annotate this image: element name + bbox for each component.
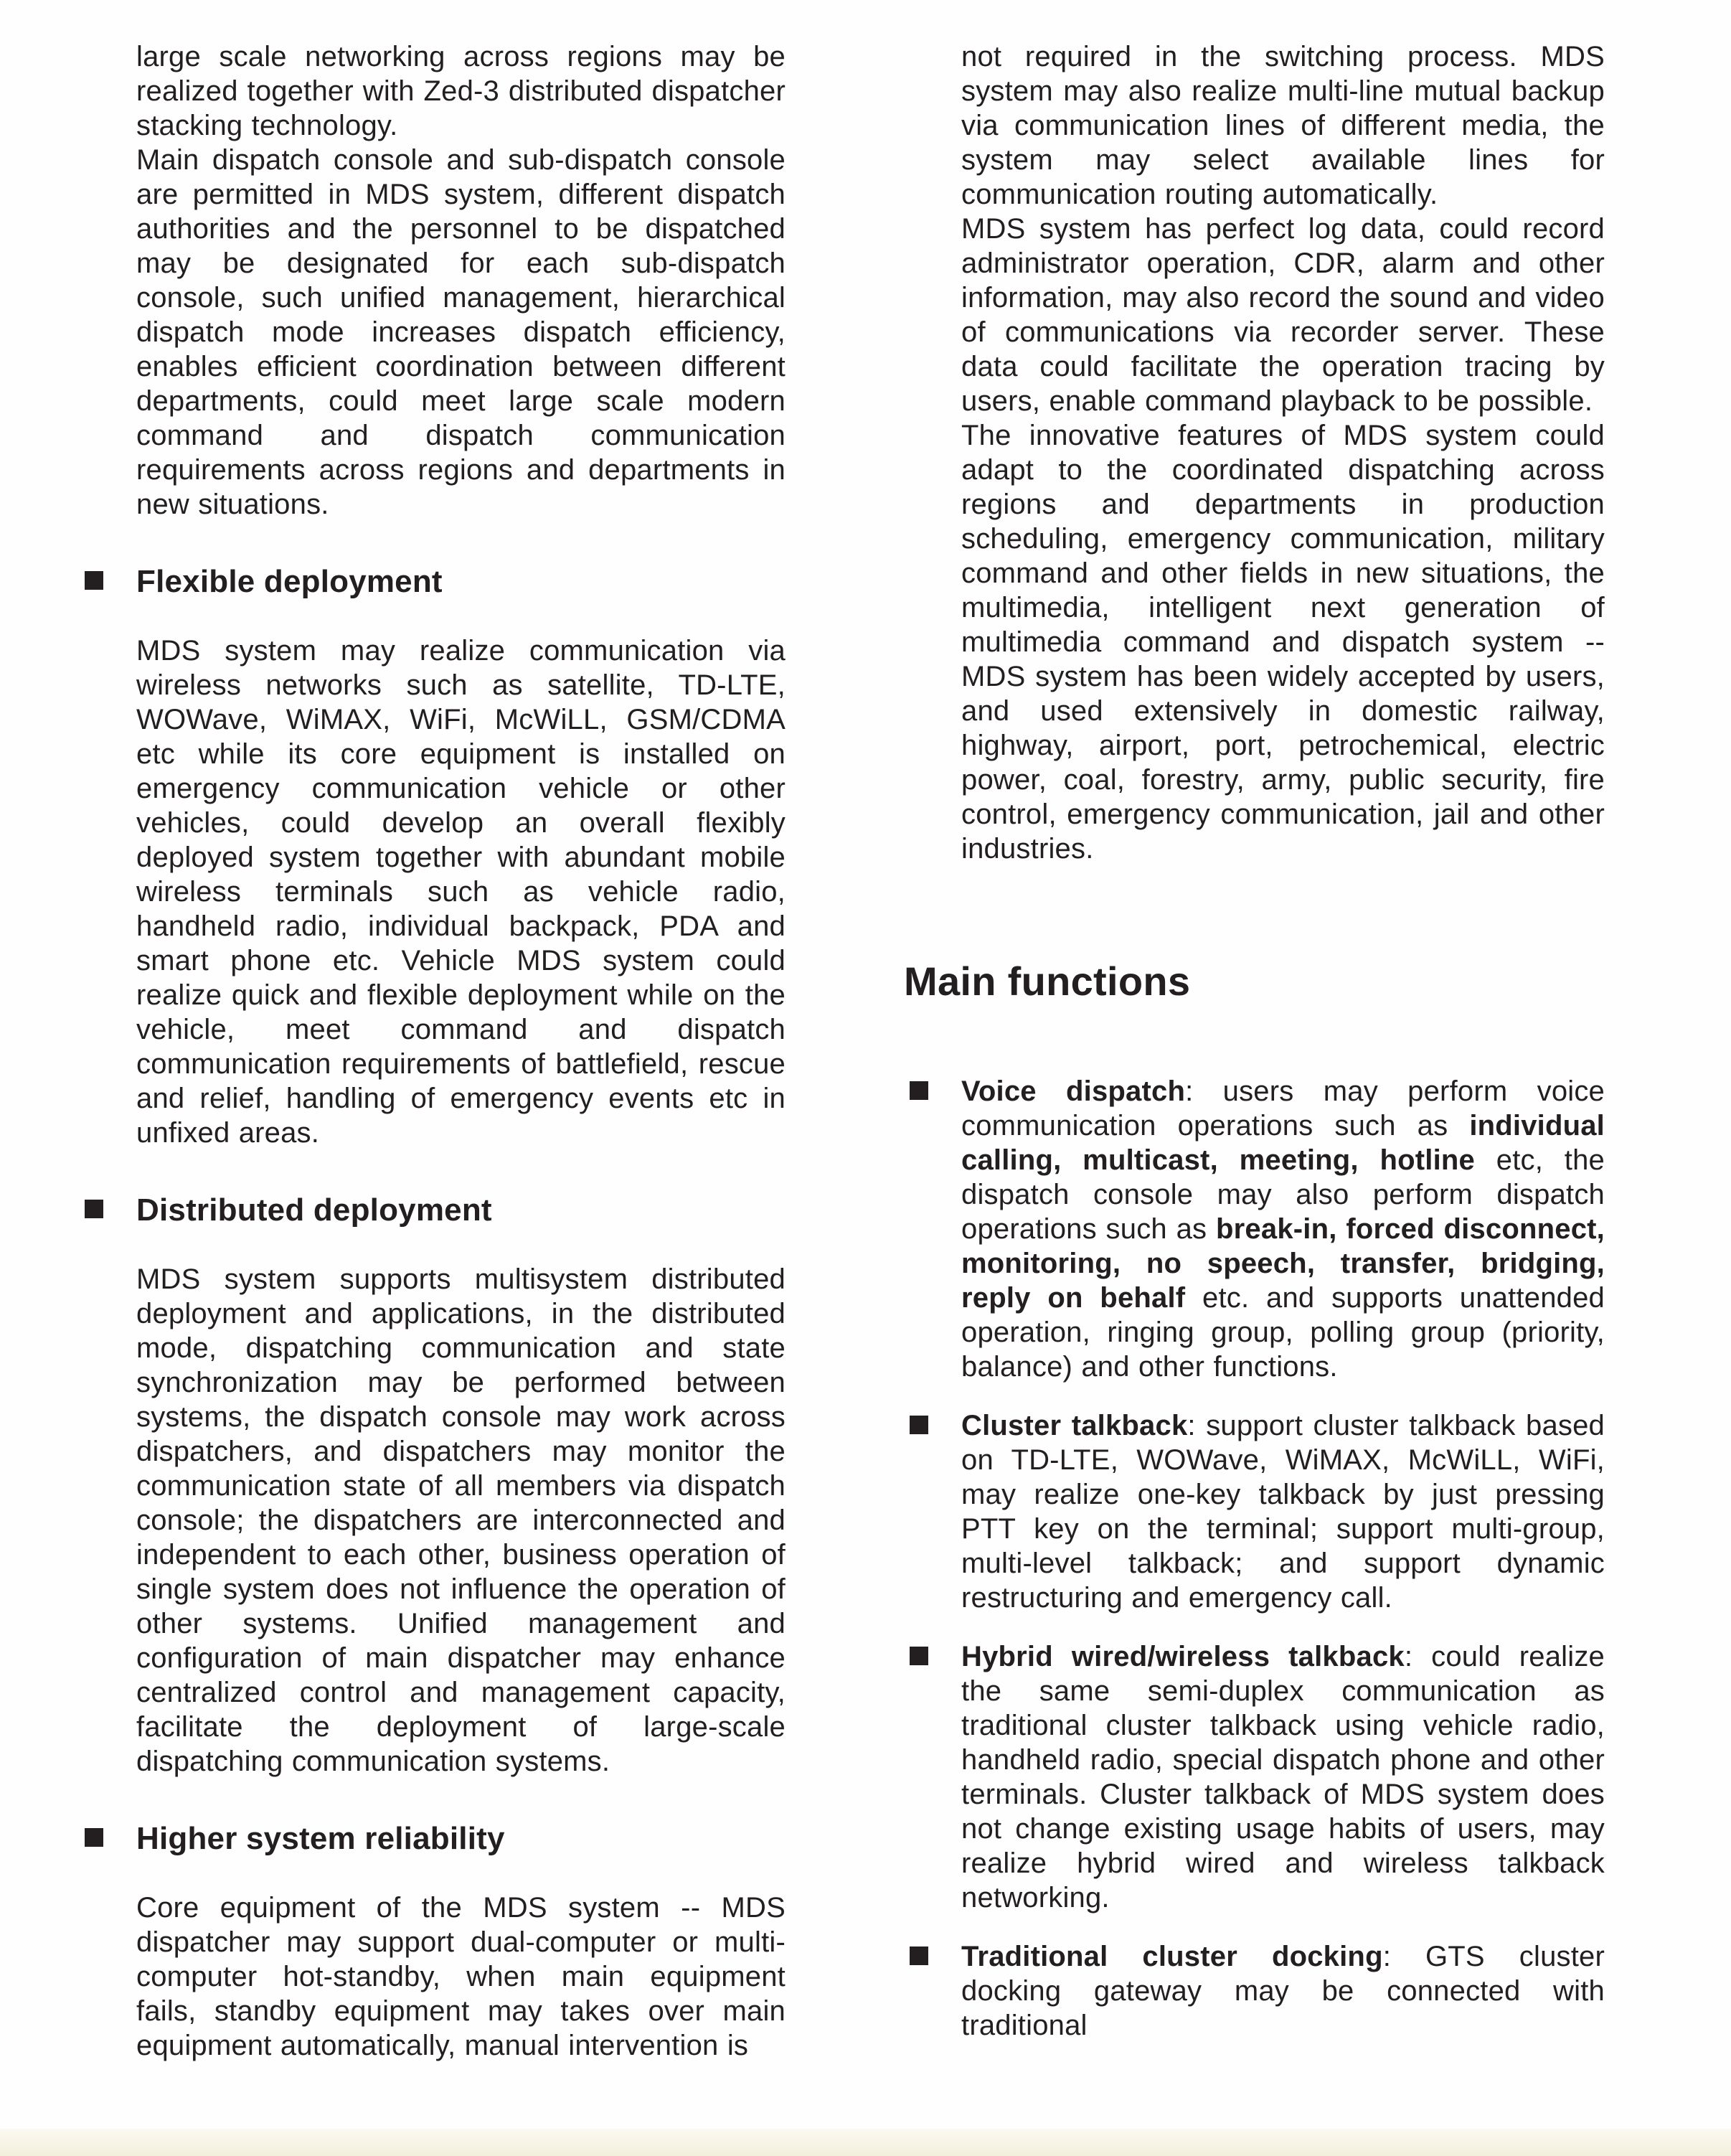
section-body: Core equipment of the MDS system -- MDS dispatcher may support dual-computer or multi-computer hot-standby, when main equipment fails, standby equipment may takes over main equipment automatically, manual intervention is: [136, 1892, 786, 2061]
section-heading-row: [136, 563, 786, 601]
paragraph: MDS system has perfect log data, could record administrator operation, CDR, alarm and other information, may also record the sound and video of communications via recorder server. These data could facilitate the operation tracing by users, enable command playback to be possible.: [961, 213, 1605, 417]
bullet-square-icon: [85, 571, 103, 590]
paragraph: The innovative features of MDS system could adapt to the coordinated dispatching across regions and departments in production scheduling, emergency communication, military command and other fields in new situations, the multimedia, intelligent next generation of multimedia command and dispatch system -- MDS system has been widely accepted by users, and used extensively in domestic railway, highway, airport, port, petrochemical, electric power, coal, forestry, army, public security, fire control, emergency communication, jail and other industries.: [961, 420, 1605, 865]
section-heading-row: [136, 1820, 786, 1858]
bullet-item-voice-dispatch: [961, 1074, 1605, 1384]
section-heading: Flexible deployment: [136, 564, 443, 599]
right-column: [904, 39, 1605, 2043]
left-column: [136, 39, 786, 2063]
bullet-item-traditional-cluster-docking: [961, 1939, 1605, 2043]
section-body: MDS system may realize communication via wireless networks such as satellite, TD-LTE, WOWave, WiMAX, WiFi, McWiLL, GSM/CDMA etc while its core equipment is installed on emergency communication vehicle or other vehicles, could develop an overall flexibly deployed system together with abundant mobile wireless terminals such as vehicle radio, handheld radio, individual backpack, PDA and smart phone etc. Vehicle MDS system could realize quick and flexible deployment while on the vehicle, meet command and dispatch communication requirements of battlefield, rescue and relief, handling of emergency events etc in unfixed areas.: [136, 635, 786, 1149]
bullet-square-icon: [910, 1416, 928, 1434]
main-functions-heading: Main functions: [904, 959, 1191, 1004]
paragraph: Main dispatch console and sub-dispatch console are permitted in MDS system, different dispatch authorities and the personnel to be dispatched may be designated for each sub-dispatch console, such unified management, hierarchical dispatch mode increases dispatch efficiency, enables efficient coordination between different departments, could meet large scale modern command and dispatch communication requirements across regions and departments in new situations.: [136, 144, 786, 520]
paragraph-continuation: large scale networking across regions may be realized together with Zed-3 distributed dispatcher stacking technology.: [136, 41, 786, 141]
bullet-square-icon: [85, 1828, 103, 1847]
bullet-item-text: Traditional cluster docking: GTS cluster docking gateway may be connected with traditional: [961, 1941, 1605, 2041]
section-distributed-deployment: [136, 1192, 786, 1779]
bullet-item-text: Cluster talkback: support cluster talkback based on TD-LTE, WOWave, WiMAX, McWiLL, WiFi, may realize one-key talkback by just pressing PTT key on the terminal; support multi-group, multi-level talkback; and support dynamic restructuring and emergency call.: [961, 1410, 1605, 1614]
paragraph-continuation: not required in the switching process. MDS system may also realize multi-line mutual backup via communication lines of different media, the system may select available lines for communication routing automatically.: [961, 41, 1605, 210]
section-heading: Higher system reliability: [136, 1821, 505, 1856]
section-heading-row: [136, 1192, 786, 1229]
bullet-square-icon: [910, 1946, 928, 1965]
bullet-item-text: Hybrid wired/wireless talkback: could realize the same semi-duplex communication as traditional cluster talkback using vehicle radio, handheld radio, special dispatch phone and other terminals. Cluster talkback of MDS system does not change existing usage habits of users, may realize hybrid wired and wireless talkback networking.: [961, 1641, 1605, 1913]
bullet-item-hybrid-talkback: [961, 1639, 1605, 1915]
bullet-square-icon: [910, 1081, 928, 1100]
bullet-item-cluster-talkback: [961, 1408, 1605, 1615]
section-body: MDS system supports multisystem distributed deployment and applications, in the distributed mode, dispatching communication and state synchronization may be performed between systems, the dispatch console may work across dispatchers, and dispatchers may monitor the communication state of all members via dispatch console; the dispatchers are interconnected and independent to each other, business operation of single system does not influence the operation of other systems. Unified management and configuration of main dispatcher may enhance centralized control and management capacity, facilitate the deployment of large-scale dispatching communication systems.: [136, 1263, 786, 1777]
bullet-square-icon: [910, 1647, 928, 1665]
bullet-item-text: Voice dispatch: users may perform voice communication operations such as individual calling, multicast, meeting, hotline etc, the dispatch console may also perform dispatch operations such as break-in, forced disconnect, monitoring, no speech, transfer, bridging, reply on behalf etc. and supports unattended operation, ringing group, polling group (priority, balance) and other functions.: [961, 1075, 1605, 1383]
section-flexible-deployment: [136, 563, 786, 1150]
section-higher-system-reliability: [136, 1820, 786, 2063]
bullet-square-icon: [85, 1200, 103, 1218]
page-footer-bar: [0, 2129, 1731, 2156]
section-heading: Distributed deployment: [136, 1192, 492, 1228]
